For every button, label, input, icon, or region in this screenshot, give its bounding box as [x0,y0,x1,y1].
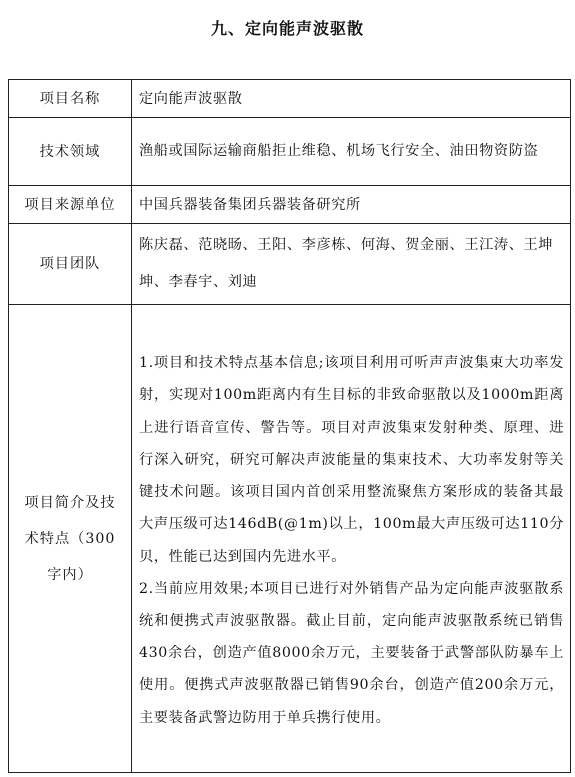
table-row [9,118,571,186]
table-row [9,80,571,118]
page-title: 九、定向能声波驱散 [210,19,364,38]
project-info-table [8,79,571,773]
row-label-project-name: 项目名称 [9,80,132,118]
description-paragraph-1: 1.项目和技术特点基本信息;该项目利用可听声声波集束大功率发射，实现对100m距离内有生目标的非致命驱散以及1000m距离上进行语音宣传、警告等。项目对声波集束发射种类、原理、进行深入研究，研究可解决声波能量的集束技术、大功率发射等关键技术问题。该项目国内首创采用整流聚焦方案形成的装备其最大声压级可达146dB(@1m)以上，100m最大声压级可达110分贝，性能已达到国内先进水平。 [139,355,564,565]
row-label-team: 项目团队 [9,224,132,305]
row-value-team: 陈庆磊、范晓旸、王阳、李彦栋、何海、贺金丽、王江涛、王坤坤、李春宇、刘迪 [132,224,571,305]
row-value-description [132,305,571,773]
table-row [9,224,571,305]
table-row [9,305,571,773]
row-value-source-unit: 中国兵器装备集团兵器装备研究所 [132,186,571,224]
row-label-tech-field: 技术领域 [9,118,132,186]
description-paragraph-2: 2.当前应用效果;本项目已进行对外销售产品为定向能声波驱散系统和便携式声波驱散器。截止目前，定向能声波驱散系统已销售430余台，创造产值8000余万元，主要装备于武警部队防暴车上使用。便携式声波驱散器已销售90余台，创造产值200余万元，主要装备武警边防用于单兵携行使用。 [139,580,564,726]
row-label-description: 项目简介及技术特点（300字内） [9,305,132,773]
table-row [9,186,571,224]
row-value-project-name: 定向能声波驱散 [132,80,571,118]
row-label-source-unit: 项目来源单位 [9,186,132,224]
row-value-tech-field: 渔船或国际运输商船拒止维稳、机场飞行安全、油田物资防盗 [132,118,571,186]
